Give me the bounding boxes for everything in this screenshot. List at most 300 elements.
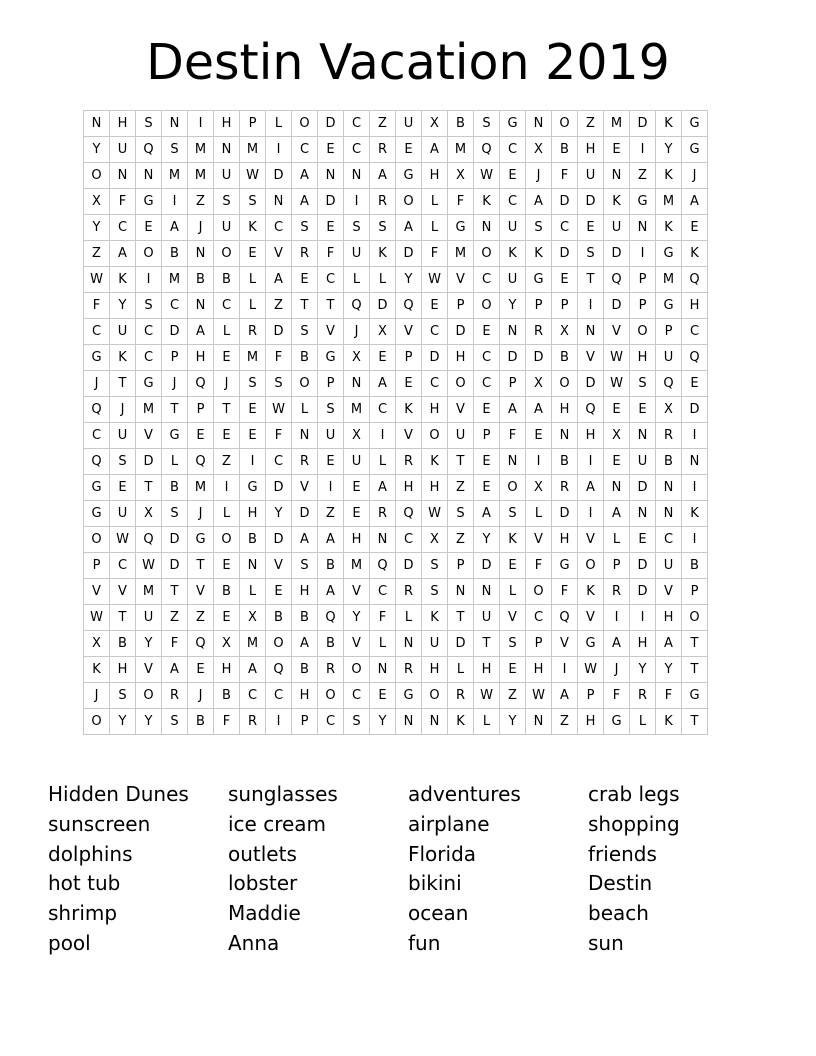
grid-cell: L bbox=[474, 709, 500, 735]
grid-cell: M bbox=[656, 267, 682, 293]
grid-cell: C bbox=[370, 579, 396, 605]
grid-cell: R bbox=[370, 501, 396, 527]
grid-cell: T bbox=[682, 709, 708, 735]
grid-cell: Y bbox=[84, 137, 110, 163]
grid-cell: G bbox=[578, 631, 604, 657]
grid-cell: A bbox=[110, 241, 136, 267]
grid-cell: L bbox=[422, 189, 448, 215]
grid-cell: X bbox=[422, 527, 448, 553]
grid-cell: Z bbox=[370, 111, 396, 137]
grid-cell: Q bbox=[136, 527, 162, 553]
grid-row bbox=[84, 111, 708, 137]
word-list-item: Maddie bbox=[228, 901, 301, 926]
grid-cell: R bbox=[396, 449, 422, 475]
grid-cell: U bbox=[344, 449, 370, 475]
grid-cell: E bbox=[370, 683, 396, 709]
grid-cell: S bbox=[136, 111, 162, 137]
grid-cell: N bbox=[318, 163, 344, 189]
grid-cell: P bbox=[84, 553, 110, 579]
grid-cell: F bbox=[84, 293, 110, 319]
grid-cell: H bbox=[240, 501, 266, 527]
grid-cell: I bbox=[604, 605, 630, 631]
grid-cell: C bbox=[500, 137, 526, 163]
grid-cell: I bbox=[682, 423, 708, 449]
grid-cell: E bbox=[188, 423, 214, 449]
grid-cell: I bbox=[266, 709, 292, 735]
grid-cell: H bbox=[578, 709, 604, 735]
grid-row bbox=[84, 501, 708, 527]
grid-cell: B bbox=[266, 605, 292, 631]
grid-cell: I bbox=[240, 449, 266, 475]
grid-cell: O bbox=[552, 111, 578, 137]
grid-cell: L bbox=[344, 267, 370, 293]
grid-cell: G bbox=[136, 189, 162, 215]
grid-cell: V bbox=[344, 579, 370, 605]
grid-cell: K bbox=[422, 449, 448, 475]
grid-cell: E bbox=[682, 215, 708, 241]
grid-cell: L bbox=[370, 449, 396, 475]
grid-cell: C bbox=[656, 527, 682, 553]
grid-cell: P bbox=[474, 423, 500, 449]
grid-cell: E bbox=[604, 137, 630, 163]
grid-cell: B bbox=[214, 267, 240, 293]
grid-cell: Y bbox=[630, 657, 656, 683]
grid-row bbox=[84, 553, 708, 579]
grid-cell: D bbox=[396, 553, 422, 579]
grid-cell: S bbox=[292, 553, 318, 579]
grid-cell: I bbox=[188, 111, 214, 137]
grid-cell: D bbox=[266, 319, 292, 345]
grid-cell: O bbox=[474, 293, 500, 319]
word-list-item: friends bbox=[588, 841, 657, 866]
grid-cell: E bbox=[318, 215, 344, 241]
grid-cell: E bbox=[682, 371, 708, 397]
grid-cell: H bbox=[110, 657, 136, 683]
grid-cell: K bbox=[110, 345, 136, 371]
grid-cell: K bbox=[578, 579, 604, 605]
grid-cell: N bbox=[292, 423, 318, 449]
grid-cell: P bbox=[552, 293, 578, 319]
grid-cell: E bbox=[396, 137, 422, 163]
grid-cell: H bbox=[656, 605, 682, 631]
grid-cell: N bbox=[266, 189, 292, 215]
grid-row bbox=[84, 475, 708, 501]
grid-cell: A bbox=[396, 215, 422, 241]
grid-cell: K bbox=[526, 241, 552, 267]
grid-cell: A bbox=[162, 215, 188, 241]
grid-cell: R bbox=[448, 683, 474, 709]
grid-cell: U bbox=[214, 163, 240, 189]
grid-row bbox=[84, 605, 708, 631]
grid-cell: H bbox=[292, 683, 318, 709]
grid-cell: T bbox=[578, 267, 604, 293]
grid-cell: N bbox=[656, 475, 682, 501]
grid-cell: L bbox=[396, 605, 422, 631]
grid-row bbox=[84, 371, 708, 397]
grid-cell: G bbox=[84, 475, 110, 501]
word-list bbox=[48, 780, 768, 959]
grid-cell: X bbox=[136, 501, 162, 527]
grid-cell: D bbox=[526, 345, 552, 371]
grid-cell: W bbox=[422, 501, 448, 527]
word-list-item: sunscreen bbox=[48, 811, 151, 836]
grid-row bbox=[84, 267, 708, 293]
grid-cell: U bbox=[110, 501, 136, 527]
grid-cell: K bbox=[110, 267, 136, 293]
grid-cell: L bbox=[500, 579, 526, 605]
grid-cell: I bbox=[162, 189, 188, 215]
grid-cell: R bbox=[318, 657, 344, 683]
grid-cell: N bbox=[552, 423, 578, 449]
grid-cell: E bbox=[214, 553, 240, 579]
grid-cell: D bbox=[474, 553, 500, 579]
grid-cell: O bbox=[84, 527, 110, 553]
grid-cell: A bbox=[370, 371, 396, 397]
grid-cell: M bbox=[188, 163, 214, 189]
grid-cell: T bbox=[682, 657, 708, 683]
grid-cell: A bbox=[240, 657, 266, 683]
grid-cell: N bbox=[630, 215, 656, 241]
grid-cell: W bbox=[110, 527, 136, 553]
grid-cell: Z bbox=[552, 709, 578, 735]
grid-cell: R bbox=[162, 683, 188, 709]
grid-cell: O bbox=[344, 657, 370, 683]
grid-cell: C bbox=[136, 345, 162, 371]
grid-cell: G bbox=[448, 215, 474, 241]
grid-cell: L bbox=[240, 579, 266, 605]
grid-cell: P bbox=[526, 631, 552, 657]
grid-cell: C bbox=[162, 293, 188, 319]
grid-cell: M bbox=[136, 579, 162, 605]
grid-cell: K bbox=[422, 605, 448, 631]
grid-cell: R bbox=[292, 241, 318, 267]
grid-cell: O bbox=[266, 631, 292, 657]
grid-cell: D bbox=[552, 501, 578, 527]
grid-cell: M bbox=[344, 553, 370, 579]
grid-cell: V bbox=[266, 553, 292, 579]
grid-cell: R bbox=[552, 475, 578, 501]
word-list-item: beach bbox=[588, 901, 649, 926]
grid-cell: C bbox=[422, 319, 448, 345]
grid-cell: O bbox=[84, 709, 110, 735]
grid-cell: P bbox=[292, 709, 318, 735]
grid-cell: E bbox=[240, 241, 266, 267]
grid-cell: H bbox=[422, 397, 448, 423]
word-list-item: dolphins bbox=[48, 841, 133, 866]
grid-cell: V bbox=[448, 267, 474, 293]
grid-cell: R bbox=[240, 319, 266, 345]
grid-cell: A bbox=[318, 579, 344, 605]
grid-cell: N bbox=[396, 709, 422, 735]
grid-cell: B bbox=[162, 241, 188, 267]
grid-cell: D bbox=[266, 163, 292, 189]
grid-cell: B bbox=[318, 553, 344, 579]
grid-cell: A bbox=[370, 475, 396, 501]
grid-cell: F bbox=[552, 163, 578, 189]
grid-cell: E bbox=[292, 267, 318, 293]
grid-cell: S bbox=[162, 709, 188, 735]
grid-cell: I bbox=[682, 527, 708, 553]
word-list-item: ocean bbox=[408, 901, 469, 926]
grid-cell: O bbox=[526, 579, 552, 605]
grid-cell: J bbox=[344, 319, 370, 345]
grid-cell: S bbox=[474, 111, 500, 137]
grid-cell: X bbox=[214, 631, 240, 657]
grid-row bbox=[84, 345, 708, 371]
grid-cell: X bbox=[604, 423, 630, 449]
grid-cell: D bbox=[162, 553, 188, 579]
grid-cell: C bbox=[318, 709, 344, 735]
grid-cell: L bbox=[370, 631, 396, 657]
grid-cell: B bbox=[214, 579, 240, 605]
word-list-item: Destin bbox=[588, 871, 653, 896]
grid-cell: L bbox=[266, 111, 292, 137]
grid-cell: Z bbox=[162, 605, 188, 631]
grid-cell: Z bbox=[266, 293, 292, 319]
grid-cell: W bbox=[266, 397, 292, 423]
grid-cell: V bbox=[188, 579, 214, 605]
grid-cell: H bbox=[448, 345, 474, 371]
grid-cell: D bbox=[578, 371, 604, 397]
grid-cell: V bbox=[344, 631, 370, 657]
grid-cell: U bbox=[500, 267, 526, 293]
grid-cell: N bbox=[682, 449, 708, 475]
grid-cell: Z bbox=[630, 163, 656, 189]
grid-cell: W bbox=[136, 553, 162, 579]
grid-cell: E bbox=[318, 137, 344, 163]
grid-cell: G bbox=[500, 111, 526, 137]
grid-cell: E bbox=[604, 397, 630, 423]
grid-cell: S bbox=[500, 501, 526, 527]
grid-cell: N bbox=[526, 709, 552, 735]
grid-cell: B bbox=[292, 605, 318, 631]
grid-cell: Y bbox=[370, 709, 396, 735]
word-search-grid bbox=[83, 110, 708, 735]
grid-cell: Y bbox=[474, 527, 500, 553]
grid-cell: E bbox=[214, 605, 240, 631]
grid-cell: Q bbox=[136, 137, 162, 163]
grid-cell: N bbox=[188, 293, 214, 319]
grid-cell: V bbox=[552, 631, 578, 657]
grid-row bbox=[84, 683, 708, 709]
grid-cell: E bbox=[318, 449, 344, 475]
grid-cell: A bbox=[552, 683, 578, 709]
grid-cell: H bbox=[682, 293, 708, 319]
grid-cell: X bbox=[240, 605, 266, 631]
grid-cell: B bbox=[292, 657, 318, 683]
grid-cell: P bbox=[162, 345, 188, 371]
grid-cell: H bbox=[578, 423, 604, 449]
grid-cell: O bbox=[422, 683, 448, 709]
grid-cell: R bbox=[292, 449, 318, 475]
grid-cell: N bbox=[604, 475, 630, 501]
grid-cell: P bbox=[630, 293, 656, 319]
grid-cell: E bbox=[474, 319, 500, 345]
grid-cell: H bbox=[422, 657, 448, 683]
grid-cell: I bbox=[578, 501, 604, 527]
grid-cell: N bbox=[136, 163, 162, 189]
word-list-item: crab legs bbox=[588, 782, 680, 806]
grid-cell: Y bbox=[136, 709, 162, 735]
grid-cell: G bbox=[682, 137, 708, 163]
grid-cell: U bbox=[500, 215, 526, 241]
grid-cell: U bbox=[214, 215, 240, 241]
grid-row bbox=[84, 241, 708, 267]
grid-cell: E bbox=[474, 397, 500, 423]
grid-cell: S bbox=[318, 397, 344, 423]
grid-cell: S bbox=[110, 683, 136, 709]
grid-cell: O bbox=[396, 189, 422, 215]
grid-cell: E bbox=[344, 501, 370, 527]
grid-cell: D bbox=[630, 111, 656, 137]
word-list-item: outlets bbox=[228, 841, 297, 866]
grid-cell: F bbox=[552, 579, 578, 605]
grid-cell: E bbox=[188, 657, 214, 683]
grid-cell: A bbox=[474, 501, 500, 527]
grid-cell: A bbox=[604, 631, 630, 657]
grid-cell: A bbox=[526, 189, 552, 215]
grid-cell: S bbox=[292, 215, 318, 241]
word-list-item: ice cream bbox=[228, 811, 327, 836]
grid-cell: G bbox=[604, 709, 630, 735]
grid-cell: R bbox=[656, 423, 682, 449]
grid-cell: O bbox=[214, 241, 240, 267]
grid-cell: H bbox=[630, 345, 656, 371]
grid-cell: N bbox=[110, 163, 136, 189]
grid-cell: L bbox=[604, 527, 630, 553]
grid-cell: V bbox=[604, 319, 630, 345]
grid-cell: U bbox=[110, 423, 136, 449]
grid-cell: G bbox=[318, 345, 344, 371]
word-list-item: pool bbox=[48, 930, 91, 955]
grid-row bbox=[84, 709, 708, 735]
grid-cell: G bbox=[84, 501, 110, 527]
grid-cell: V bbox=[318, 319, 344, 345]
grid-cell: V bbox=[292, 475, 318, 501]
grid-cell: A bbox=[682, 189, 708, 215]
word-list-item: fun bbox=[408, 930, 441, 955]
grid-cell: D bbox=[266, 475, 292, 501]
grid-cell: H bbox=[474, 657, 500, 683]
grid-cell: T bbox=[214, 397, 240, 423]
grid-cell: P bbox=[240, 111, 266, 137]
grid-cell: Q bbox=[84, 449, 110, 475]
grid-cell: R bbox=[630, 683, 656, 709]
grid-cell: C bbox=[500, 189, 526, 215]
grid-cell: I bbox=[630, 605, 656, 631]
grid-cell: H bbox=[344, 527, 370, 553]
grid-cell: Z bbox=[188, 605, 214, 631]
grid-cell: Y bbox=[136, 631, 162, 657]
grid-cell: D bbox=[292, 501, 318, 527]
grid-cell: M bbox=[656, 189, 682, 215]
grid-cell: B bbox=[240, 527, 266, 553]
grid-cell: V bbox=[656, 579, 682, 605]
grid-cell: N bbox=[162, 111, 188, 137]
grid-cell: P bbox=[500, 371, 526, 397]
grid-cell: A bbox=[162, 657, 188, 683]
grid-cell: N bbox=[214, 137, 240, 163]
grid-cell: K bbox=[656, 163, 682, 189]
grid-cell: B bbox=[656, 449, 682, 475]
grid-cell: R bbox=[370, 137, 396, 163]
grid-cell: K bbox=[682, 501, 708, 527]
grid-cell: G bbox=[396, 163, 422, 189]
grid-cell: E bbox=[474, 475, 500, 501]
grid-cell: X bbox=[552, 319, 578, 345]
grid-cell: X bbox=[656, 397, 682, 423]
grid-row bbox=[84, 215, 708, 241]
grid-cell: Q bbox=[84, 397, 110, 423]
grid-cell: Q bbox=[344, 293, 370, 319]
grid-cell: F bbox=[500, 423, 526, 449]
grid-cell: E bbox=[136, 215, 162, 241]
grid-cell: K bbox=[474, 189, 500, 215]
grid-cell: G bbox=[240, 475, 266, 501]
grid-cell: K bbox=[448, 709, 474, 735]
grid-cell: U bbox=[344, 241, 370, 267]
grid-cell: M bbox=[240, 137, 266, 163]
grid-cell: P bbox=[396, 345, 422, 371]
grid-cell: I bbox=[578, 293, 604, 319]
grid-cell: M bbox=[240, 631, 266, 657]
grid-cell: X bbox=[84, 189, 110, 215]
grid-cell: Y bbox=[344, 605, 370, 631]
grid-cell: O bbox=[552, 371, 578, 397]
grid-cell: Q bbox=[396, 501, 422, 527]
grid-cell: X bbox=[84, 631, 110, 657]
grid-cell: C bbox=[214, 293, 240, 319]
grid-cell: Q bbox=[682, 267, 708, 293]
grid-cell: A bbox=[604, 501, 630, 527]
grid-cell: C bbox=[552, 215, 578, 241]
grid-cell: I bbox=[630, 241, 656, 267]
grid-cell: L bbox=[630, 709, 656, 735]
grid-cell: H bbox=[526, 657, 552, 683]
grid-cell: M bbox=[162, 163, 188, 189]
grid-cell: F bbox=[214, 709, 240, 735]
grid-cell: N bbox=[578, 319, 604, 345]
grid-cell: L bbox=[214, 319, 240, 345]
grid-cell: O bbox=[292, 371, 318, 397]
grid-cell: G bbox=[656, 241, 682, 267]
grid-cell: M bbox=[240, 345, 266, 371]
grid-cell: H bbox=[214, 657, 240, 683]
grid-cell: T bbox=[162, 579, 188, 605]
grid-cell: V bbox=[578, 605, 604, 631]
grid-cell: A bbox=[370, 163, 396, 189]
grid-cell: O bbox=[292, 111, 318, 137]
grid-cell: X bbox=[422, 111, 448, 137]
grid-cell: P bbox=[630, 267, 656, 293]
grid-cell: N bbox=[500, 449, 526, 475]
grid-cell: S bbox=[344, 709, 370, 735]
grid-row bbox=[84, 527, 708, 553]
grid-cell: I bbox=[526, 449, 552, 475]
grid-cell: E bbox=[630, 527, 656, 553]
grid-cell: J bbox=[188, 683, 214, 709]
grid-cell: Y bbox=[500, 293, 526, 319]
grid-cell: B bbox=[188, 709, 214, 735]
grid-cell: E bbox=[240, 423, 266, 449]
grid-cell: C bbox=[344, 137, 370, 163]
grid-cell: D bbox=[630, 553, 656, 579]
grid-cell: A bbox=[292, 163, 318, 189]
grid-cell: R bbox=[396, 579, 422, 605]
grid-cell: W bbox=[474, 163, 500, 189]
word-list-item: Florida bbox=[408, 841, 477, 866]
grid-cell: E bbox=[500, 553, 526, 579]
